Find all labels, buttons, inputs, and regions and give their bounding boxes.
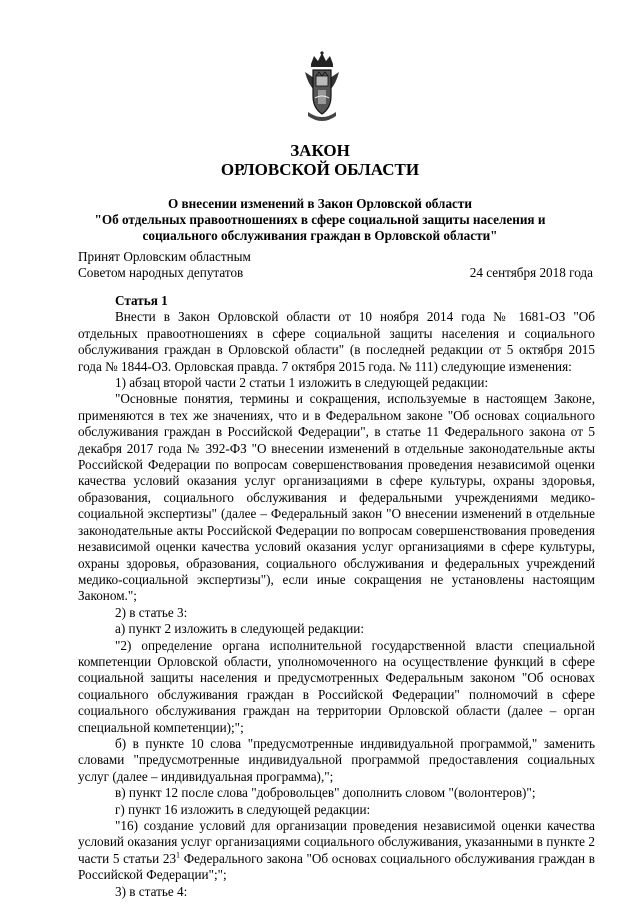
- paragraph-text: "16) создание условий для организации проведения независимой оценки качества условий оказания услуг организациями социального обслуживания, указанными в пункте 2 части 5 статьи 23: [78, 818, 595, 866]
- adoption-date: 24 сентября 2018 года: [469, 265, 593, 280]
- subtitle-line: "Об отдельных правоотношениях в сфере социальной защиты населения и: [94, 212, 546, 227]
- law-title: ЗАКОН: [290, 141, 350, 160]
- adopted-by-line2: Советом народных депутатов: [78, 265, 244, 280]
- paragraph: 1) абзац второй части 2 статьи 1 изложить в следующей редакции:: [115, 375, 489, 391]
- paragraph: "2) определение органа исполнительной государственной власти специальной компетенции Орловской области, уполномоченного на осуществление функций в сфере социальной защиты населения и предусмотренных Федеральным законом "Об основах социального обслуживания граждан в Российской Федерации" полномочий в сфере социального обслуживания граждан на территории Орловской области (далее – орган специальной компетенции);";: [78, 637, 595, 735]
- paragraph: [78, 818, 595, 884]
- paragraph-text: Федерального закона "Об основах социального обслуживания граждан в Российской Федерации";";: [78, 850, 595, 883]
- adopted-by-line1: Принят Орловским областным: [78, 249, 251, 264]
- subtitle-line: О внесении изменений в Закон Орловской области: [168, 196, 472, 211]
- orel-region-coat-of-arms-icon: [302, 50, 342, 126]
- paragraph: в) пункт 12 после слова "добровольцев" дополнить словом "(волонтеров)";: [115, 785, 536, 801]
- paragraph: б) в пункте 10 слова "предусмотренные индивидуальной программой," заменить словами "предусмотренные индивидуальной программой предоставления социальных услуг (далее – индивидуальная программа),";: [78, 735, 595, 784]
- paragraph: а) пункт 2 изложить в следующей редакции:: [115, 621, 365, 637]
- paragraph: 2) в статье 3:: [115, 604, 188, 620]
- subtitle-line: социального обслуживания граждан в Орловской области": [142, 228, 498, 243]
- paragraph: г) пункт 16 изложить в следующей редакции:: [115, 801, 371, 817]
- paragraph: Внести в Закон Орловской области от 10 ноября 2014 года № 1681-ОЗ "Об отдельных правоотношениях в сфере социальной защиты населения и социального обслуживания граждан в Орловской области" (в последней редакции от 5 октября 2015 года № 1844-ОЗ. Орловская правда. 7 октября 2015 года. № 111) следующие изменения:: [78, 309, 595, 374]
- law-subtitle: [60, 196, 580, 244]
- article-heading: Статья 1: [115, 293, 168, 308]
- paragraph: "Основные понятия, термины и сокращения, используемые в настоящем Законе, применяются в тех же значениях, что и в Федеральном законе "Об основах социального обслуживания граждан в Российской Федерации", в статье 11 Федерального закона от 5 декабря 2017 года № 392-ФЗ "О внесении изменений в отдельные законодательные акты Российской Федерации по вопросам совершенствования проведения независимой оценки качества условий оказания услуг организациями в сфере культуры, охраны здоровья, образования, социального обслуживания и федеральными учреждениями медико-социальной экспертизы" (далее – Федеральный закон "О внесении изменений в отдельные законодательные акты Российской Федерации по вопросам совершенствования проведения независимой оценки качества условий оказания услуг организациями в сфере культуры, охраны здоровья, образования, социального обслуживания и федеральных учреждений медико-социальной экспертизы"), если иные сокращения не установлены настоящим Законом.";: [78, 391, 595, 604]
- document-body: [78, 293, 595, 900]
- paragraph: 3) в статье 4:: [115, 883, 188, 899]
- superscript: 1: [176, 850, 181, 860]
- law-region: ОРЛОВСКОЙ ОБЛАСТИ: [220, 160, 420, 179]
